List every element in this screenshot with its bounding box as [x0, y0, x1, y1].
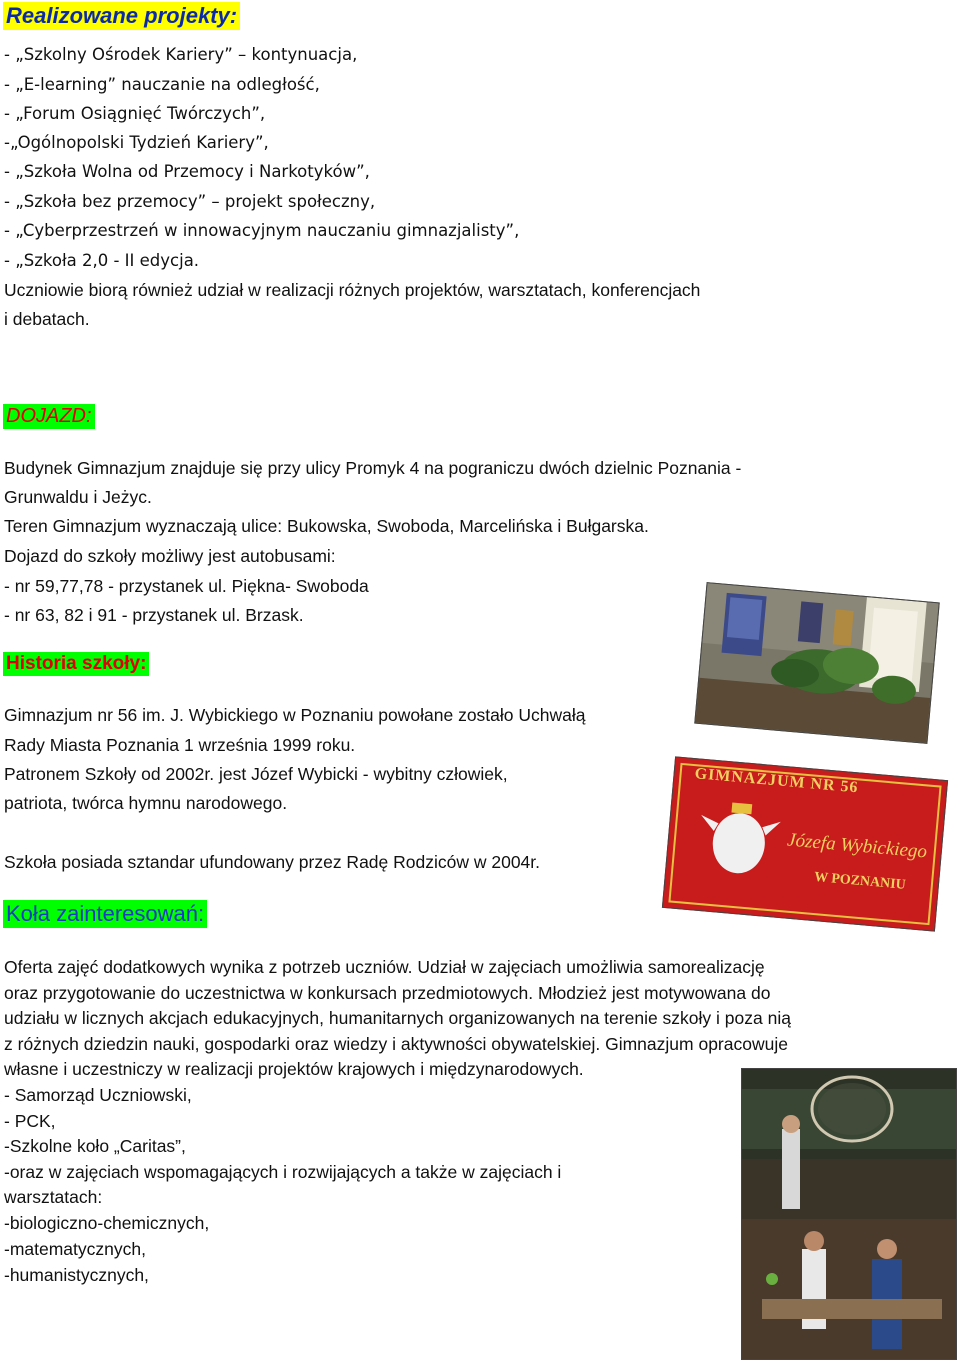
historia-line: Rady Miasta Poznania 1 września 1999 roku. — [4, 735, 356, 755]
kola-line: -humanistycznych, — [4, 1265, 149, 1285]
school-banner-photo — [662, 756, 948, 931]
kola-line: -oraz w zajęciach wspomagających i rozwijających a także w zajęciach i — [4, 1162, 562, 1182]
school-hall-image — [695, 583, 938, 743]
bubble-experiment-image — [742, 1069, 956, 1359]
dojazd-line: - nr 63, 82 i 91 - przystanek ul. Brzask. — [4, 605, 304, 625]
kola-line: warsztatach: — [4, 1187, 103, 1207]
project-item: - „E-learning” nauczanie na odległość, — [4, 75, 320, 94]
banner-text-line1: GIMNAZJUM NR 56 — [693, 765, 860, 797]
sztandar-line: Szkoła posiada sztandar ufundowany przez Radę Rodziców w 2004r. — [4, 852, 541, 872]
historia-line: patriota, twórca hymnu narodowego. — [4, 793, 288, 813]
historia-line: Patronem Szkoły od 2002r. jest Józef Wybicki - wybitny człowiek, — [4, 764, 508, 784]
kola-line: -matematycznych, — [4, 1239, 146, 1259]
bubble-experiment-photo — [741, 1068, 957, 1360]
dojazd-line: - nr 59,77,78 - przystanek ul. Piękna- Swoboda — [4, 576, 369, 596]
project-item: - „Szkoła Wolna od Przemocy i Narkotyków”, — [4, 162, 370, 181]
kola-line: własne i uczestniczy w realizacji projektów krajowych i międzynarodowych. — [4, 1059, 584, 1079]
project-item: - „Forum Osiągnięć Twórczych”, — [4, 104, 266, 123]
project-item: - „Szkolny Ośrodek Kariery” – kontynuacja, — [4, 45, 358, 64]
kola-line: - PCK, — [4, 1111, 56, 1131]
project-item: - „Cyberprzestrzeń w innowacyjnym nauczaniu gimnazjalisty”, — [4, 221, 520, 240]
dojazd-line: Dojazd do szkoły możliwy jest autobusami: — [4, 546, 336, 566]
projects-note: Uczniowie biorą również udział w realizacji różnych projektów, warsztatach, konferencjach — [4, 280, 701, 300]
project-item: - „Szkoła 2,0 - II edycja. — [4, 251, 200, 270]
kola-line: - Samorząd Uczniowski, — [4, 1085, 192, 1105]
kola-line: -Szkolne koło „Caritas”, — [4, 1136, 186, 1156]
dojazd-line: Teren Gimnazjum wyznaczają ulice: Bukowska, Swoboda, Marcelińska i Bułgarska. — [4, 516, 649, 536]
project-item: -„Ogólnopolski Tydzień Kariery”, — [4, 133, 269, 152]
kola-line: Oferta zajęć dodatkowych wynika z potrzeb uczniów. Udział w zajęciach umożliwia samorealizację — [4, 957, 765, 977]
historia-line: Gimnazjum nr 56 im. J. Wybickiego w Poznaniu powołane zostało Uchwałą — [4, 705, 586, 725]
kola-heading: Koła zainteresowań: — [3, 900, 207, 928]
banner-text-line3: W POZNANIU — [813, 869, 907, 893]
kola-line: udziału w licznych akcjach edukacyjnych, humanitarnych organizowanych na terenie szkoły i poza nią — [4, 1008, 791, 1028]
projects-note: i debatach. — [4, 309, 90, 329]
school-hall-photo — [694, 582, 939, 744]
kola-line: -biologiczno-chemicznych, — [4, 1213, 210, 1233]
projects-heading: Realizowane projekty: — [3, 2, 240, 30]
kola-line: z różnych dziedzin nauki, gospodarki oraz wiedzy i aktywności obywatelskiej. Gimnazjum opracowuje — [4, 1034, 788, 1054]
kola-line: oraz przygotowanie do uczestnictwa w konkursach przedmiotowych. Młodzież jest motywowana do — [4, 983, 771, 1003]
project-item: - „Szkoła bez przemocy” – projekt społeczny, — [4, 192, 376, 211]
dojazd-heading: DOJAZD: — [3, 404, 95, 429]
banner-text-line2: Józefa Wybickiego — [786, 829, 928, 863]
dojazd-line: Grunwaldu i Jeżyc. — [4, 487, 152, 507]
historia-heading: Historia szkoły: — [3, 652, 149, 676]
dojazd-line: Budynek Gimnazjum znajduje się przy ulicy Promyk 4 na pograniczu dwóch dzielnic Poznania - — [4, 458, 742, 478]
